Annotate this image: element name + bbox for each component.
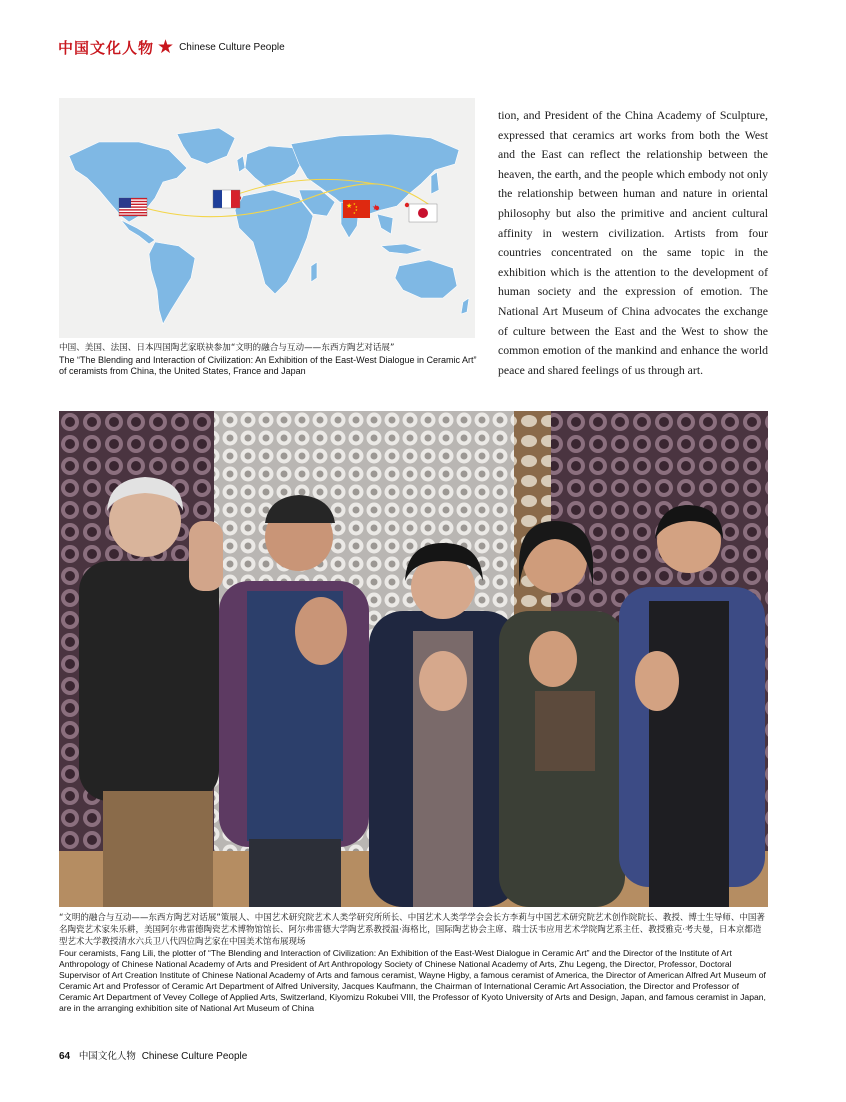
- article-text: tion, and President of the China Academy of Sculpture, expressed that ceramics art works from both the West and the East can reflect the relationship between the heaven, the earth, and the people which embody not only the relationship between human and nature in oriental philosophy but also the primitive and ancient cultural affinity in western civilization. Artists from four countries concentrated on the same topic in the exhibition which is the attention to the development of human society and the expression of emotion. The National Art Museum of China advocates the exchange of culture between the East and the West to show the common emotion of the mankind and enhance the world peace and shared feelings of us through art.: [498, 108, 768, 377]
- japan-flag: [409, 204, 437, 222]
- footer-title-cn: 中国文化人物: [78, 1051, 136, 1062]
- svg-text:★: ★: [353, 211, 356, 215]
- japan-marker: [405, 203, 409, 207]
- group-photo: [59, 411, 768, 907]
- world-map-figure: [59, 98, 475, 338]
- world-map: [59, 98, 475, 338]
- svg-text:★: ★: [355, 208, 358, 212]
- china-flag: [343, 200, 370, 218]
- footer-title-en: Chinese Culture People: [141, 1051, 248, 1062]
- star-icon: ★: [372, 203, 380, 212]
- magazine-title-cn: 中国文化人物: [58, 38, 155, 57]
- svg-text:★: ★: [355, 205, 358, 209]
- map-caption-en: The “The Blending and Interaction of Civilization: An Exhibition of the East-West Dialogue in Ceramic Art” of ceramists from China, the United States, France and Japan: [59, 354, 477, 376]
- france-flag: [213, 190, 240, 208]
- page-number: 64: [59, 1051, 71, 1062]
- group-photo-illustration: [59, 411, 768, 907]
- map-caption-cn: 中国、美国、法国、日本四国陶艺家联袂参加“文明的融合与互动——东西方陶艺对话展”: [59, 343, 395, 353]
- page-header: [58, 36, 285, 58]
- star-icon: ★: [157, 36, 175, 58]
- photo-caption-cn: “文明的融合与互动——东西方陶艺对话展”策展人、中国艺术研究院艺术人类学研究所所长、中国艺术人类学学会会长方李莉与中国艺术研究院艺术创作院院长、教授、博士生导师、中国著名陶瓷艺术家朱乐耕，美国阿尔弗雷德陶瓷艺术博物馆馆长、阿尔弗雷德大学陶艺系教授温·海格比，国际陶艺协会主席、瑞士沃韦应用艺术学院陶艺系主任、教授雅克·考夫曼，日本京都造型艺术大学教授清水六兵卫八代四位陶艺家在中国美术馆布展现场: [59, 913, 765, 947]
- photo-caption: [59, 912, 769, 1014]
- map-caption: [59, 343, 477, 378]
- usa-flag: [119, 198, 147, 216]
- svg-text:★: ★: [346, 202, 353, 210]
- page-footer: [59, 1048, 247, 1062]
- magazine-title-en: Chinese Culture People: [179, 41, 285, 53]
- svg-text:★: ★: [353, 202, 356, 206]
- photo-caption-en: Four ceramists, Fang Lili, the plotter of “The Blending and Interaction of Civilization: An Exhibition of the East-West Dialogue in Ceramic Art” and the Director of the Institute of Art Anthropology of Chinese National Academy of Arts and President of Art Anthropology Society of Chinese National Academy of Arts, Zhu Legeng, the Director, Professor, Doctoral Supervisor of Art Creation Institute of Chinese National Academy of Arts and famous ceramist, Wayne Higby, a famous ceramist of America, the Director of American Alfred Art Museum of Ceramic Art and Professor of Ceramic Art Department of Alfred University, Jacques Kaufmann, the Chairman of International Ceramic Art Association, the Director and Professor of Ceramic Art Department of Vevey College of Applied Arts, Switzerland, Kiyomizu Rokubei VIII, the Professor of Kyoto University of Arts and Design, Japan, and famous ceramist in Japan, are in the arranging exhibition site of National Art Museum of China: [59, 948, 766, 1013]
